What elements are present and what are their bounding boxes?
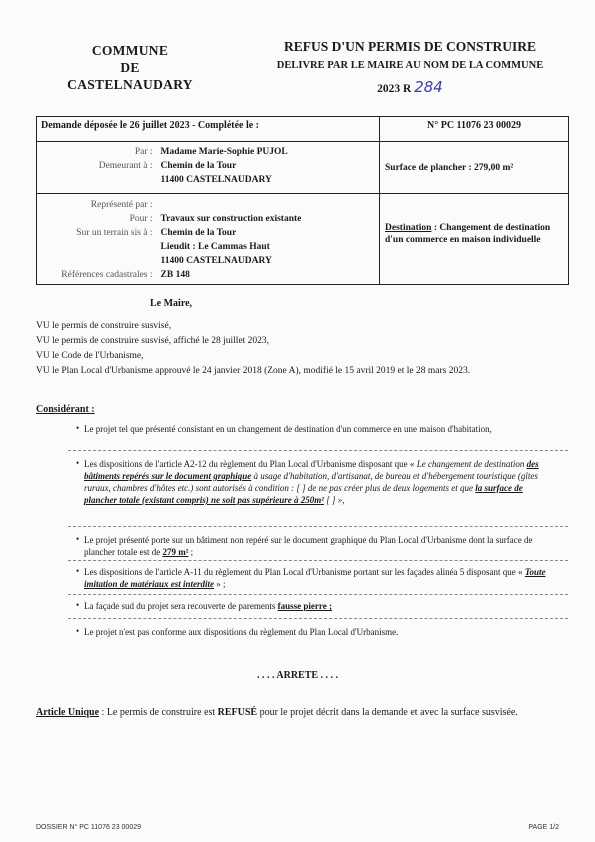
b4-end: » ;: [214, 579, 226, 589]
divider: [68, 618, 568, 619]
project-block: [37, 194, 380, 285]
demeurant-line1: Chemin de la Tour: [160, 161, 237, 171]
maire-heading: Le Maire,: [150, 298, 193, 309]
surface-cell: Surface de plancher : 279,00 m²: [380, 142, 569, 194]
bullet-dot: •: [76, 600, 80, 610]
references-value: ZB 148: [160, 270, 190, 280]
vu-item: VU le permis de construire susvisé,: [36, 321, 172, 331]
divider: [68, 526, 568, 527]
b2-intro: Les dispositions de l'article A2-12 du règlement du Plan Local d'Urbanisme disposant que «: [84, 459, 417, 469]
b3-end: ;: [188, 547, 194, 557]
considerant-item-3: [84, 534, 554, 558]
title-line1: REFUS D'UN PERMIS DE CONSTRUIRE: [283, 39, 537, 54]
considerant-item-2: [84, 458, 554, 506]
divider: [68, 450, 568, 451]
footer-dossier: DOSSIER N° PC 11076 23 00029: [36, 824, 142, 831]
demande-cell: Demande déposée le 26 juillet 2023 - Complétée le :: [37, 117, 380, 142]
b3-text: Le projet présenté porte sur un bâtiment non repéré sur le document graphique du Plan Local d'Urbanisme dont la surface de plancher totale est de: [84, 535, 533, 557]
terrain-line3: 11400 CASTELNAUDARY: [160, 256, 272, 266]
divider: [68, 560, 568, 561]
commune-header: [40, 42, 220, 93]
b5-text: La façade sud du projet sera recouverte de parements: [84, 601, 278, 611]
terrain-label: Sur un terrain sis à :: [76, 228, 153, 238]
terrain-line1: Chemin de la Tour: [160, 228, 237, 238]
b4-text: Les dispositions de l'article A-11 du règlement du Plan Local d'Urbanisme portant sur les façades alinéa 5 disposant que «: [84, 567, 525, 577]
b4-quote: Toute imitation de matériaux est interdite: [84, 567, 546, 589]
par-value: Madame Marie-Sophie PUJOL: [160, 147, 288, 157]
divider: [68, 594, 568, 595]
bullet-dot: •: [76, 626, 80, 636]
b3-surface-value: 279 m²: [162, 547, 189, 557]
title-line3: [245, 77, 575, 99]
pour-label: Pour :: [129, 214, 153, 224]
title-line2: DELIVRE PAR LE MAIRE AU NOM DE LA COMMUNE: [276, 60, 544, 71]
article-unique: [36, 706, 556, 719]
considerant-item-5: [84, 600, 554, 612]
considerant-heading: Considérant :: [36, 404, 95, 415]
pour-value: Travaux sur construction existante: [160, 214, 302, 224]
par-label: Par :: [134, 147, 153, 157]
article-text-a: : Le permis de construire est: [99, 707, 218, 718]
bullet-dot: •: [76, 534, 80, 544]
represente-label: Représenté par :: [90, 200, 153, 210]
article-text-c: pour le projet décrit dans la demande et avec la surface susvisée.: [257, 707, 518, 718]
b2-quote-end: [ ] »,: [323, 495, 345, 505]
vu-item: VU le permis de construire susvisé, affiché le 28 juillet 2023,: [36, 336, 270, 346]
handwritten-number: 284: [414, 78, 443, 96]
considerant-item-1: Le projet tel que présenté consistant en un changement de destination d'un commerce en une maison d'habitation,: [84, 424, 492, 434]
dossier-number: N° PC 11076 23 00029: [380, 117, 569, 142]
bullet-dot: •: [76, 566, 80, 576]
document-title: [245, 38, 575, 99]
arrete-number-prefix: 2023 R: [377, 83, 412, 95]
b2-quote-middle: à usage d'habitation, d'artisanat, de bureau et d'hébergement touristique (gîtes ruraux, chambres d'hôtes etc.) sont autorisés à condition : [ ] de ne pas créer plus de deux logements et que: [84, 471, 538, 493]
b5-emphasis: fausse pierre ;: [277, 601, 332, 611]
b2-quote-start: Le changement de destination: [416, 459, 527, 469]
footer-page: PAGE 1/2: [528, 824, 559, 831]
destination-label: Destination: [385, 223, 432, 233]
applicant-block: [37, 142, 380, 194]
article-decision: REFUSÉ: [217, 707, 258, 718]
destination-value: : Changement de destination d'un commerce en maison individuelle: [385, 223, 551, 245]
b2-emphasis-batiments: des bâtiments repérés sur le document graphique: [84, 459, 539, 481]
application-form: [36, 116, 569, 285]
article-label: Article Unique: [36, 707, 100, 718]
bullet-dot: •: [76, 423, 80, 433]
considerant-item-6: Le projet n'est pas conforme aux dispositions du règlement du Plan Local d'Urbanisme.: [84, 627, 399, 637]
commune-line3: CASTELNAUDARY: [67, 77, 193, 92]
destination-cell: [380, 194, 569, 285]
demeurant-line2: 11400 CASTELNAUDARY: [160, 175, 272, 185]
terrain-line2: Lieudit : Le Cammas Haut: [160, 242, 270, 252]
vu-item: VU le Plan Local d'Urbanisme approuvé le 24 janvier 2018 (Zone A), modifié le 15 avril 2019 et le 28 mars 2023.: [36, 366, 471, 376]
b2-emphasis-surface: la surface de plancher totale (existant compris) ne soit pas supérieure à 250m²: [84, 483, 523, 505]
commune-line1: COMMUNE: [91, 43, 169, 58]
demeurant-label: Demeurant à :: [98, 161, 153, 171]
bullet-dot: •: [76, 458, 80, 468]
arrete-heading: . . . . ARRETE . . . .: [256, 670, 339, 681]
considerant-item-4: [84, 566, 554, 590]
commune-line2: DE: [120, 60, 140, 75]
vu-item: VU le Code de l'Urbanisme,: [36, 351, 144, 361]
references-label: Références cadastrales :: [61, 270, 153, 280]
